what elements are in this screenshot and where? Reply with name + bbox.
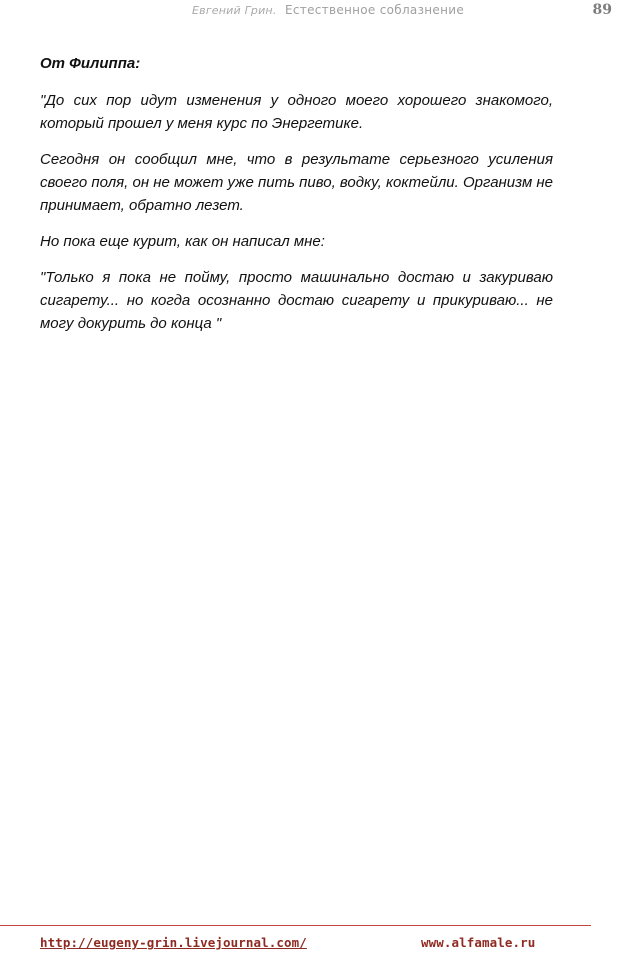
footer-divider xyxy=(0,925,591,926)
paragraph-3: Но пока еще курит, как он написал мне: xyxy=(40,233,325,250)
paragraph-1: "До сих пор идут изменения у одного моего хорошего знакомого, который прошел у меня курс по Энергетике. xyxy=(40,92,553,132)
paragraph-2: Сегодня он сообщил мне, что в результате серьезного усиления своего поля, он не может уже пить пиво, водку, коктейли. Организм не принимает, обратно лезет. xyxy=(40,151,553,214)
footer-site-link[interactable]: www.alfamale.ru xyxy=(421,935,536,950)
page-body xyxy=(40,52,553,348)
paragraph-4: "Только я пока не пойму, просто машинально достаю и закуриваю сигарету... но когда осознанно достаю сигарету и прикуриваю... не могу докурить до конца " xyxy=(40,269,553,332)
header-author: Евгений Грин. xyxy=(192,4,277,17)
header-book-title: Естественное соблазнение xyxy=(285,3,465,17)
section-heading: От Филиппа: xyxy=(40,55,141,72)
page-number: 89 xyxy=(592,2,612,18)
page-header xyxy=(0,0,620,24)
footer-livejournal-link[interactable]: http://eugeny-grin.livejournal.com/ xyxy=(40,935,307,950)
